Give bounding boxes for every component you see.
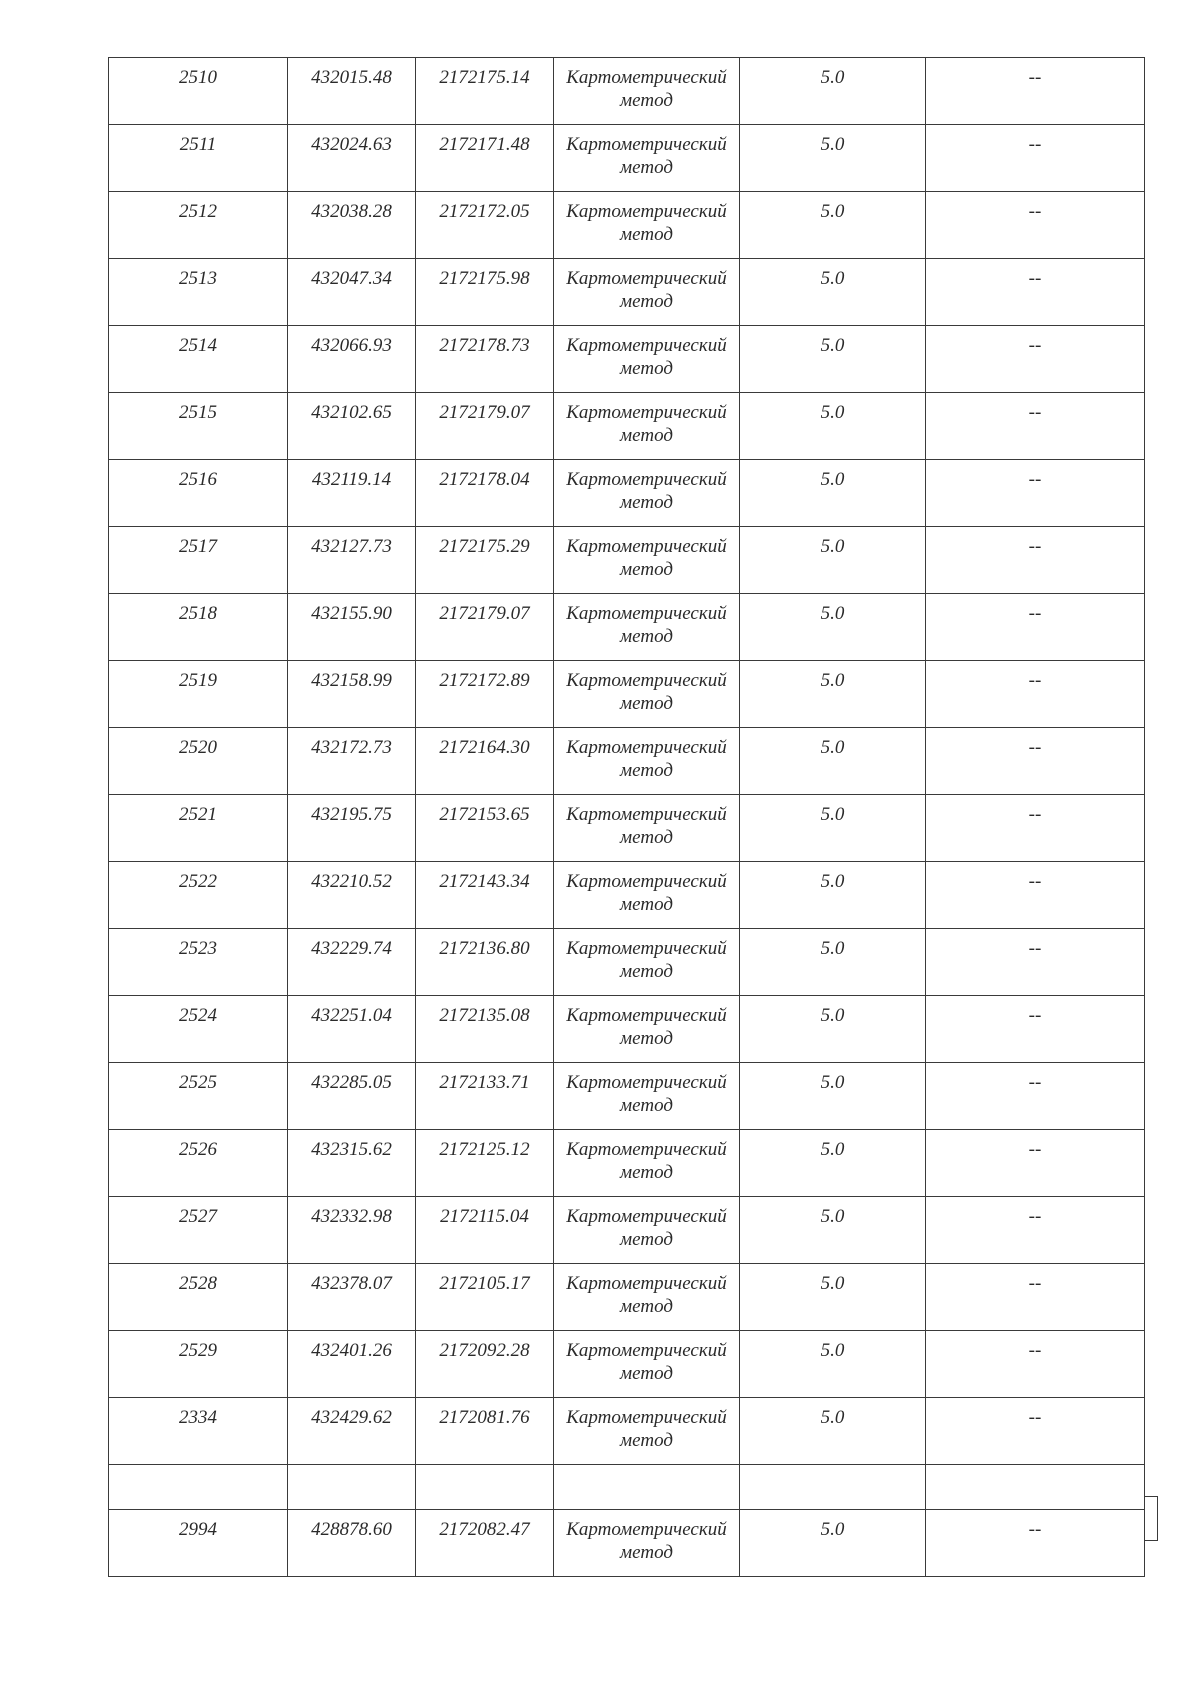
point-number-cell: 2528 — [109, 1264, 288, 1331]
accuracy-cell: 5.0 — [740, 1063, 926, 1130]
x-coordinate-cell: 432332.98 — [288, 1197, 416, 1264]
method-line-2: метод — [620, 291, 673, 312]
method-line-1: Картометрический — [566, 1072, 727, 1093]
x-coordinate-cell: 432066.93 — [288, 326, 416, 393]
method-line-1: Картометрический — [566, 335, 727, 356]
method-line-1: Картометрический — [566, 804, 727, 825]
point-number-cell: 2520 — [109, 728, 288, 795]
note-cell: -- — [926, 1130, 1145, 1197]
method-line-2: метод — [620, 626, 673, 647]
method-line-2: метод — [620, 224, 673, 245]
x-coordinate-cell: 432229.74 — [288, 929, 416, 996]
x-coordinate-cell: 432251.04 — [288, 996, 416, 1063]
y-coordinate-cell: 2172179.07 — [416, 594, 554, 661]
table-row — [109, 996, 1145, 1063]
y-coordinate-cell: 2172092.28 — [416, 1331, 554, 1398]
method-line-1: Картометрический — [566, 670, 727, 691]
method-line-2: метод — [620, 1028, 673, 1049]
x-coordinate-cell: 432038.28 — [288, 192, 416, 259]
y-coordinate-cell: 2172135.08 — [416, 996, 554, 1063]
coordinates-table — [108, 57, 1145, 1577]
accuracy-cell: 5.0 — [740, 125, 926, 192]
note-cell: -- — [926, 795, 1145, 862]
method-line-1: Картометрический — [566, 1139, 727, 1160]
y-coordinate-cell: 2172081.76 — [416, 1398, 554, 1465]
y-coordinate-cell: 2172178.73 — [416, 326, 554, 393]
method-line-1: Картометрический — [566, 268, 727, 289]
table-row — [109, 1130, 1145, 1197]
table-edge-artifact — [1144, 1496, 1158, 1541]
method-line-2: метод — [620, 1542, 673, 1563]
note-cell: -- — [926, 661, 1145, 728]
method-line-2: метод — [620, 1363, 673, 1384]
table-row — [109, 795, 1145, 862]
point-number-cell: 2511 — [109, 125, 288, 192]
note-cell: -- — [926, 460, 1145, 527]
table-row — [109, 58, 1145, 125]
method-line-1: Картометрический — [566, 469, 727, 490]
point-number-cell: 2521 — [109, 795, 288, 862]
method-cell — [554, 527, 740, 594]
x-coordinate-cell: 432158.99 — [288, 661, 416, 728]
x-coordinate-cell: 432172.73 — [288, 728, 416, 795]
x-coordinate-cell: 432127.73 — [288, 527, 416, 594]
point-number-cell: 2529 — [109, 1331, 288, 1398]
y-coordinate-cell: 2172164.30 — [416, 728, 554, 795]
coordinates-table-body — [109, 58, 1145, 1577]
method-line-2: метод — [620, 90, 673, 111]
x-coordinate-cell: 432210.52 — [288, 862, 416, 929]
point-number-cell: 2527 — [109, 1197, 288, 1264]
note-cell: -- — [926, 1197, 1145, 1264]
method-cell — [554, 1398, 740, 1465]
method-line-2: метод — [620, 157, 673, 178]
accuracy-cell: 5.0 — [740, 393, 926, 460]
table-row — [109, 661, 1145, 728]
method-cell — [554, 996, 740, 1063]
x-coordinate-cell: 432401.26 — [288, 1331, 416, 1398]
method-line-2: метод — [620, 1430, 673, 1451]
method-line-1: Картометрический — [566, 871, 727, 892]
table-row — [109, 728, 1145, 795]
y-coordinate-cell: 2172082.47 — [416, 1510, 554, 1577]
method-line-2: метод — [620, 559, 673, 580]
accuracy-cell: 5.0 — [740, 1398, 926, 1465]
accuracy-cell: 5.0 — [740, 795, 926, 862]
accuracy-cell: 5.0 — [740, 929, 926, 996]
note-cell: -- — [926, 1063, 1145, 1130]
y-coordinate-cell: 2172172.89 — [416, 661, 554, 728]
note-cell: -- — [926, 1264, 1145, 1331]
y-coordinate-cell: 2172133.71 — [416, 1063, 554, 1130]
accuracy-cell: 5.0 — [740, 1197, 926, 1264]
note-cell: -- — [926, 527, 1145, 594]
method-line-2: метод — [620, 961, 673, 982]
method-line-1: Картометрический — [566, 938, 727, 959]
method-line-1: Картометрический — [566, 201, 727, 222]
method-line-2: метод — [620, 358, 673, 379]
y-coordinate-cell: 2172171.48 — [416, 125, 554, 192]
point-number-cell: 2524 — [109, 996, 288, 1063]
x-coordinate-cell: 432047.34 — [288, 259, 416, 326]
x-coordinate-cell: 428878.60 — [288, 1510, 416, 1577]
note-cell: -- — [926, 58, 1145, 125]
note-cell: -- — [926, 326, 1145, 393]
point-number-cell: 2517 — [109, 527, 288, 594]
point-number-cell: 2514 — [109, 326, 288, 393]
accuracy-cell: 5.0 — [740, 460, 926, 527]
method-cell — [554, 661, 740, 728]
method-cell — [554, 1510, 740, 1577]
table-row — [109, 1465, 1145, 1510]
method-line-1: Картометрический — [566, 402, 727, 423]
point-number-cell: 2994 — [109, 1510, 288, 1577]
method-cell — [554, 1465, 740, 1510]
method-cell — [554, 1130, 740, 1197]
x-coordinate-cell: 432119.14 — [288, 460, 416, 527]
method-line-1: Картометрический — [566, 67, 727, 88]
point-number-cell: 2513 — [109, 259, 288, 326]
point-number-cell: 2526 — [109, 1130, 288, 1197]
accuracy-cell: 5.0 — [740, 594, 926, 661]
y-coordinate-cell: 2172125.12 — [416, 1130, 554, 1197]
method-line-2: метод — [620, 425, 673, 446]
table-row — [109, 1510, 1145, 1577]
accuracy-cell: 5.0 — [740, 527, 926, 594]
y-coordinate-cell: 2172136.80 — [416, 929, 554, 996]
y-coordinate-cell: 2172179.07 — [416, 393, 554, 460]
point-number-cell: 2334 — [109, 1398, 288, 1465]
accuracy-cell: 5.0 — [740, 661, 926, 728]
accuracy-cell: 5.0 — [740, 1130, 926, 1197]
method-cell — [554, 393, 740, 460]
accuracy-cell: 5.0 — [740, 1264, 926, 1331]
method-line-2: метод — [620, 693, 673, 714]
method-line-2: метод — [620, 1162, 673, 1183]
point-number-cell: 2518 — [109, 594, 288, 661]
method-cell — [554, 192, 740, 259]
note-cell: -- — [926, 594, 1145, 661]
note-cell: -- — [926, 862, 1145, 929]
y-coordinate-cell: 2172115.04 — [416, 1197, 554, 1264]
y-coordinate-cell: 2172175.98 — [416, 259, 554, 326]
note-cell: -- — [926, 125, 1145, 192]
table-row — [109, 1398, 1145, 1465]
x-coordinate-cell: 432015.48 — [288, 58, 416, 125]
method-cell — [554, 1063, 740, 1130]
table-row — [109, 1264, 1145, 1331]
x-coordinate-cell: 432429.62 — [288, 1398, 416, 1465]
method-line-2: метод — [620, 1229, 673, 1250]
accuracy-cell: 5.0 — [740, 1331, 926, 1398]
table-row — [109, 527, 1145, 594]
point-number-cell: 2522 — [109, 862, 288, 929]
method-cell — [554, 795, 740, 862]
method-line-1: Картометрический — [566, 737, 727, 758]
note-cell: -- — [926, 393, 1145, 460]
method-cell — [554, 259, 740, 326]
note-cell: -- — [926, 1398, 1145, 1465]
x-coordinate-cell — [288, 1465, 416, 1510]
accuracy-cell: 5.0 — [740, 728, 926, 795]
note-cell: -- — [926, 259, 1145, 326]
y-coordinate-cell: 2172175.29 — [416, 527, 554, 594]
note-cell: -- — [926, 929, 1145, 996]
y-coordinate-cell: 2172178.04 — [416, 460, 554, 527]
x-coordinate-cell: 432285.05 — [288, 1063, 416, 1130]
method-line-1: Картометрический — [566, 1519, 727, 1540]
method-cell — [554, 1331, 740, 1398]
table-row — [109, 460, 1145, 527]
method-line-2: метод — [620, 492, 673, 513]
method-line-1: Картометрический — [566, 536, 727, 557]
table-row — [109, 594, 1145, 661]
accuracy-cell: 5.0 — [740, 259, 926, 326]
accuracy-cell: 5.0 — [740, 326, 926, 393]
table-row — [109, 192, 1145, 259]
table-row — [109, 1197, 1145, 1264]
method-cell — [554, 862, 740, 929]
y-coordinate-cell: 2172143.34 — [416, 862, 554, 929]
accuracy-cell: 5.0 — [740, 192, 926, 259]
accuracy-cell: 5.0 — [740, 996, 926, 1063]
note-cell: -- — [926, 192, 1145, 259]
point-number-cell: 2523 — [109, 929, 288, 996]
method-cell — [554, 1264, 740, 1331]
table-row — [109, 929, 1145, 996]
point-number-cell: 2512 — [109, 192, 288, 259]
method-cell — [554, 58, 740, 125]
method-cell — [554, 728, 740, 795]
table-row — [109, 125, 1145, 192]
x-coordinate-cell: 432102.65 — [288, 393, 416, 460]
table-row — [109, 326, 1145, 393]
y-coordinate-cell — [416, 1465, 554, 1510]
note-cell — [926, 1465, 1145, 1510]
method-line-1: Картометрический — [566, 1206, 727, 1227]
note-cell: -- — [926, 1510, 1145, 1577]
table-row — [109, 1063, 1145, 1130]
note-cell: -- — [926, 1331, 1145, 1398]
table-row — [109, 862, 1145, 929]
accuracy-cell: 5.0 — [740, 862, 926, 929]
y-coordinate-cell: 2172153.65 — [416, 795, 554, 862]
accuracy-cell — [740, 1465, 926, 1510]
table-row — [109, 259, 1145, 326]
point-number-cell: 2525 — [109, 1063, 288, 1130]
x-coordinate-cell: 432315.62 — [288, 1130, 416, 1197]
method-line-1: Картометрический — [566, 1407, 727, 1428]
y-coordinate-cell: 2172105.17 — [416, 1264, 554, 1331]
x-coordinate-cell: 432155.90 — [288, 594, 416, 661]
point-number-cell: 2515 — [109, 393, 288, 460]
method-line-2: метод — [620, 1095, 673, 1116]
table-row — [109, 1331, 1145, 1398]
accuracy-cell: 5.0 — [740, 1510, 926, 1577]
note-cell: -- — [926, 996, 1145, 1063]
method-cell — [554, 929, 740, 996]
method-cell — [554, 460, 740, 527]
y-coordinate-cell: 2172175.14 — [416, 58, 554, 125]
point-number-cell: 2516 — [109, 460, 288, 527]
point-number-cell: 2510 — [109, 58, 288, 125]
method-line-2: метод — [620, 827, 673, 848]
method-line-1: Картометрический — [566, 1273, 727, 1294]
note-cell: -- — [926, 728, 1145, 795]
method-line-2: метод — [620, 894, 673, 915]
method-line-1: Картометрический — [566, 1005, 727, 1026]
x-coordinate-cell: 432024.63 — [288, 125, 416, 192]
point-number-cell: 2519 — [109, 661, 288, 728]
accuracy-cell: 5.0 — [740, 58, 926, 125]
method-line-1: Картометрический — [566, 1340, 727, 1361]
table-row — [109, 393, 1145, 460]
x-coordinate-cell: 432195.75 — [288, 795, 416, 862]
method-cell — [554, 1197, 740, 1264]
method-cell — [554, 326, 740, 393]
point-number-cell — [109, 1465, 288, 1510]
method-cell — [554, 125, 740, 192]
method-line-1: Картометрический — [566, 134, 727, 155]
method-line-2: метод — [620, 760, 673, 781]
y-coordinate-cell: 2172172.05 — [416, 192, 554, 259]
x-coordinate-cell: 432378.07 — [288, 1264, 416, 1331]
method-line-2: метод — [620, 1296, 673, 1317]
method-cell — [554, 594, 740, 661]
method-line-1: Картометрический — [566, 603, 727, 624]
